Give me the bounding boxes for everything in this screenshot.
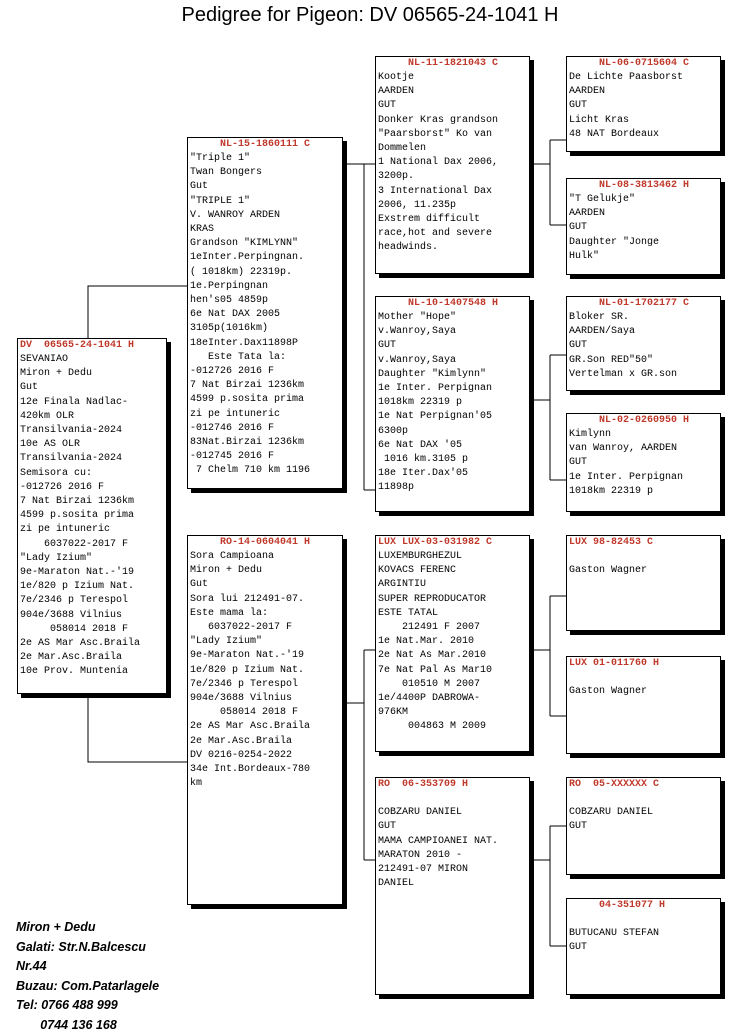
ancestor-card-6 <box>566 656 721 754</box>
subject-ring-number: DV 06565-24-1041 H <box>20 340 135 351</box>
subject-details: SEVANIAO Miron + Dedu Gut 12e Finala Nadlac- 420km OLR Transilvania-2024 10e AS OLR Transilvania-2024 Semisora cu: -012726 2016 F 7 Nat Birzai 1236km 4599 p.sosita prima zi pe intuneric 6037022-2017 F "Lady Izium" 9e-Maraton Nat.-'19 1e/820 p Izium Nat. 7e/2346 p Terespol 904e/3688 Vilnius 058014 2018 F 2e AS Mar Asc.Braila 2e Mar.Asc.Braila 10e Prov. Muntenia <box>20 354 141 678</box>
ancestor-card-3 <box>566 296 721 391</box>
dam-details: Sora Campioana Miron + Dedu Gut Sora lui 212491-07. Este mama la: 6037022-2017 F "Lady Izium" 9e-Maraton Nat.-'19 1e/820 p Izium Nat. 7e/2346 p Terespol 904e/3688 Vilnius 058014 2018 F 2e AS Mar Asc.Braila 2e Mar.Asc.Braila DV 0216-0254-2022 34e Int.Bordeaux-780 km <box>190 551 311 790</box>
sire-sire-details: Kootje AARDEN GUT Donker Kras grandson "Paarsborst" Ko van Dommelen 1 National Dax 2006, 3200p. 3 International Dax 2006, 11.235p Exstrem difficult race,hot and severe headwinds. <box>378 72 499 254</box>
ancestor-3-ring-number: NL-01-1702177 C <box>599 298 690 309</box>
sire-dam-card <box>375 296 530 512</box>
sire-sire-card <box>375 56 530 274</box>
dam-sire-card <box>375 535 530 752</box>
ancestor-8-ring-number: 04-351077 H <box>599 900 666 911</box>
dam-dam-details: COBZARU DANIEL GUT MAMA CAMPIOANEI NAT. MARATON 2010 - 212491-07 MIRON DANIEL <box>378 807 499 890</box>
dam-dam-ring-number: RO 06-353709 H <box>378 779 469 790</box>
ancestor-5-ring-number: LUX 98-82453 C <box>569 537 654 548</box>
ancestor-5-details: Gaston Wagner <box>569 565 648 577</box>
subject-card <box>17 338 167 694</box>
sire-card <box>187 137 343 489</box>
breeder-contact-info: Miron + Dedu Galati: Str.N.Balcescu Nr.44 Buzau: Com.Patarlagele Tel: 0766 488 999 0744 136 168 <box>16 920 160 1032</box>
ancestor-card-1 <box>566 56 721 152</box>
page-title: Pedigree for Pigeon: DV 06565-24-1041 H <box>181 4 559 26</box>
sire-ring-number: NL-15-1860111 C <box>220 139 311 150</box>
ancestor-4-details: Kimlynn van Wanroy, AARDEN GUT 1e Inter. Perpignan 1018km 22319 p <box>569 429 684 497</box>
ancestor-card-4 <box>566 413 721 512</box>
dam-ring-number: RO-14-0604041 H <box>220 537 311 548</box>
sire-dam-details: Mother "Hope" v.Wanroy,Saya GUT v.Wanroy,Saya Daughter "Kimlynn" 1e Inter. Perpignan 1018km 22319 p 1e Nat Perpignan'05 6300p 6e Nat DAX '05 1016 km.3105 p 18e Iter.Dax'05 11898p <box>378 312 493 494</box>
dam-sire-details: LUXEMBURGHEZUL KOVACS FERENC ARGINTIU SUPER REPRODUCATOR ESTE TATAL 212491 F 2007 1e Nat.Mar. 2010 2e Nat As Mar.2010 7e Nat Pal As Mar10 010510 M 2007 1e/4400P DABROWA- 976KM 004863 M 2009 <box>378 551 493 733</box>
dam-card <box>187 535 343 905</box>
ancestor-7-ring-number: RO 05-XXXXXX C <box>569 779 660 790</box>
ancestor-card-8 <box>566 898 721 995</box>
ancestor-2-ring-number: NL-08-3813462 H <box>599 180 690 191</box>
ancestor-1-ring-number: NL-06-0715604 C <box>599 58 690 69</box>
ancestor-1-details: De Lichte Paasborst AARDEN GUT Licht Kras 48 NAT Bordeaux <box>569 72 684 140</box>
ancestor-8-details: BUTUCANU STEFAN GUT <box>569 928 660 954</box>
sire-details: "Triple 1" Twan Bongers Gut "TRIPLE 1" V. WANROY ARDEN KRAS Grandson "KIMLYNN" 1eInter.Perpingnan. ( 1018km) 22319p. 1e.Perpingnan hen's05 4859p 6e Nat DAX 2005 3105p(1016km) 18eInter.Dax11898P Este Tata la: -012726 2016 F 7 Nat Birzai 1236km 4599 p.sosita prima zi pe intuneric -012746 2016 F 83Nat.Birzai 1236km -012745 2016 F 7 Chelm 710 km 1196 <box>190 153 311 477</box>
dam-dam-card <box>375 777 530 995</box>
ancestor-2-details: "T Gelukje" AARDEN GUT Daughter "Jonge Hulk" <box>569 194 660 262</box>
ancestor-6-ring-number: LUX 01-011760 H <box>569 658 660 669</box>
ancestor-6-details: Gaston Wagner <box>569 686 648 698</box>
ancestor-3-details: Bloker SR. AARDEN/Saya GUT GR.Son RED"50" Vertelman x GR.son <box>569 312 678 380</box>
ancestor-4-ring-number: NL-02-0260950 H <box>599 415 690 426</box>
ancestor-7-details: COBZARU DANIEL GUT <box>569 807 654 833</box>
ancestor-card-7 <box>566 777 721 875</box>
ancestor-card-5 <box>566 535 721 631</box>
sire-dam-ring-number: NL-10-1407548 H <box>408 298 499 309</box>
sire-sire-ring-number: NL-11-1821043 C <box>408 58 499 69</box>
ancestor-card-2 <box>566 178 721 275</box>
dam-sire-ring-number: LUX LUX-03-031982 C <box>378 537 493 548</box>
